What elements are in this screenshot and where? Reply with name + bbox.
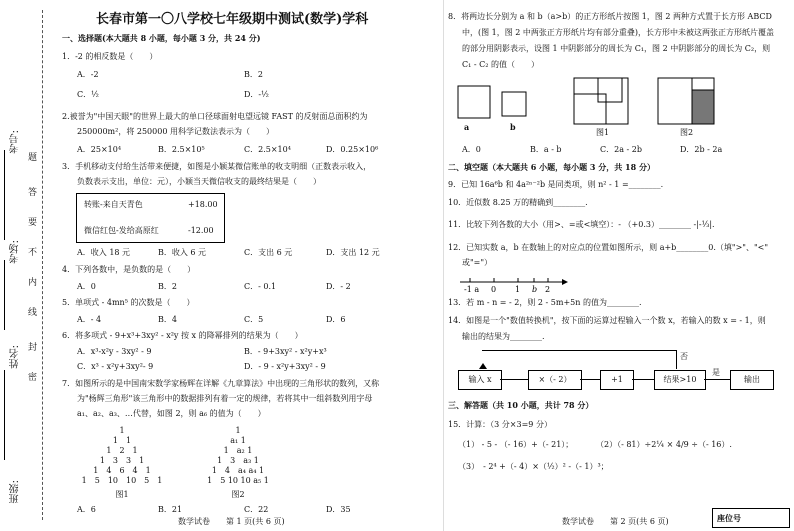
q5-option-a[interactable]: A．- 4 xyxy=(77,315,102,324)
q14-text-line2: 输出的结果为________. xyxy=(462,332,545,341)
q8-text-line3: 的部分用阴影表示，设图 1 中阴影部分的周长为 C₁，图 2 中阴影部分的周长为 C₂，则 xyxy=(462,44,771,53)
q2-option-d[interactable]: D．0.25×10⁶ xyxy=(326,145,379,154)
q1-option-d[interactable]: D．-½ xyxy=(244,90,269,99)
seal-char: 密 xyxy=(28,373,38,383)
triangle-row: 1 5 10 10 a₅ 1 xyxy=(207,476,269,485)
q2-text-line2: 250000m²，将 250000 用科学记数法表示为（ ） xyxy=(77,127,274,136)
square-b xyxy=(502,92,526,116)
seal-char: 不 xyxy=(28,248,38,258)
kaochang-label: 考场: xyxy=(10,240,21,264)
q15-part1: （1） - 5 - （- 16）+（- 21）； xyxy=(458,440,574,449)
flow-arrow xyxy=(500,379,528,380)
fig1-square-b xyxy=(598,78,622,102)
triangle-row: 1 xyxy=(235,426,241,435)
fig2-shaded xyxy=(692,90,714,124)
q8-option-d[interactable]: D．2b - 2a xyxy=(680,145,723,154)
q6-text: 6．将多项式 - 9+x³+3xy² - x²y 按 x 的降幂排列的结果为（ ） xyxy=(62,331,303,340)
label-b: b xyxy=(510,122,516,132)
seat-number-label: 座位号 xyxy=(717,513,741,523)
q7-option-b[interactable]: B．21 xyxy=(158,505,183,514)
q14-text-line1: 14．如图是一个"数值转换机"，按下面的运算过程输入一个数 x，若输入的数 x = - 1，则 xyxy=(448,316,766,325)
triangle-row: 1 4 6 4 1 xyxy=(93,466,151,475)
q1-option-a[interactable]: A．-2 xyxy=(77,70,99,79)
flow-arrow xyxy=(632,379,654,380)
label-1: 1 xyxy=(515,285,521,294)
q1-option-c[interactable]: C．½ xyxy=(77,90,99,99)
q7-text-line1: 7．如图所示的是中国南宋数学家杨辉在详解《九章算法》中出现的三角形状的数列，又称 xyxy=(62,379,380,388)
q13-text: 13．若 m - n = - 2，则 2 - 5m+5n 的值为________. xyxy=(448,298,642,307)
fig1-caption-right: 图1 xyxy=(596,128,610,137)
section-2-heading: 二、填空题（本大题共 6 小题，每小题 3 分，共 18 分） xyxy=(448,162,655,172)
fig2-caption-right: 图2 xyxy=(680,128,694,137)
triangle-row: a₁ 1 xyxy=(230,436,246,445)
q3-option-a[interactable]: A．收入 18 元 xyxy=(77,248,131,257)
triangle-row: 1 1 xyxy=(112,436,132,445)
number-line-arrow xyxy=(562,279,568,285)
q1-text: 1．-2 的相反数是（ ） xyxy=(62,52,158,61)
fig1-rectangle xyxy=(574,78,628,124)
bill-item-2-label: 微信红包-发给高原红 xyxy=(84,226,159,235)
bill-item-1-label: 转账-来自天青色 xyxy=(84,200,143,209)
fig2-square-a xyxy=(658,78,692,124)
yanghui-triangle-fig2 xyxy=(188,426,288,500)
right-footer: 数学试卷 第 2 页(共 6 页) xyxy=(562,517,669,526)
q6-option-c[interactable]: C．x³ - x²y+3xy²- 9 xyxy=(77,362,154,371)
kaohao-field[interactable] xyxy=(4,150,5,240)
q11-text: 11．比较下列各数的大小（用>、=或<填空）：- （+0.3）________ -|-⅓|. xyxy=(448,220,715,229)
section-3-heading: 三、解答题（共 10 小题，共计 78 分） xyxy=(448,400,594,410)
q6-option-d[interactable]: D．- 9 - x²y+3xy² - 9 xyxy=(244,362,326,371)
q12-text-line1: 12．已知实数 a，b 在数轴上的对应点的位置如图所示，则 a+b________0.（填">"、"<" xyxy=(448,243,769,252)
q5-option-c[interactable]: C．5 xyxy=(244,315,264,324)
q8-option-b[interactable]: B．a - b xyxy=(530,145,562,154)
q3-option-b[interactable]: B．收入 6 元 xyxy=(158,248,207,257)
kaochang-field[interactable] xyxy=(4,260,5,330)
number-line xyxy=(458,272,568,294)
binding-line xyxy=(42,10,43,520)
q6-option-a[interactable]: A．x³-x²y - 3xy² - 9 xyxy=(77,347,152,356)
name-field[interactable] xyxy=(4,370,5,460)
left-footer: 数学试卷 第 1 页(共 6 页) xyxy=(178,517,285,526)
q3-text-line2: 负数表示支出，单位：元），小颖当天微信收支的最终结果是（ ） xyxy=(77,177,321,186)
q2-text-line1: 2.被誉为"中国天眼"的世界上最大的单口径球面射电望远镜 FAST 的反射面总面积约为 xyxy=(62,112,368,121)
seal-char: 答 xyxy=(28,188,38,198)
flow-input-box: 输入 x xyxy=(458,370,502,390)
loop-back-line xyxy=(482,350,677,369)
q3-option-d[interactable]: D．支出 12 元 xyxy=(326,248,380,257)
flow-add-box: +1 xyxy=(600,370,634,390)
triangle-row: 1 3 a₃ 1 xyxy=(217,456,259,465)
label-0: 0 xyxy=(491,285,497,294)
triangle-row: 1 5 10 10 5 1 xyxy=(81,476,163,485)
q5-text: 5．单项式 - 4mn⁵ 的次数是（ ） xyxy=(62,298,195,307)
section-1-heading: 一、选择题(本大题共 8 小题，每小题 3 分，共 24 分) xyxy=(62,33,261,43)
seal-char: 线 xyxy=(28,308,38,318)
q8-text-line4: C₁ - C₂ 的值（ ） xyxy=(462,60,539,69)
flow-no-label: 否 xyxy=(680,352,688,361)
q7-option-c[interactable]: C．22 xyxy=(244,505,269,514)
label-b: b xyxy=(532,285,538,294)
q8-text-line2: 中，(图 1，图 2 中两张正方形纸片均有部分重叠)，长方形中未被这两张正方形纸片覆盖 xyxy=(462,28,775,37)
label-2: 2 xyxy=(545,285,551,294)
flow-output-box: 输出 xyxy=(730,370,774,390)
label-a: a xyxy=(464,122,470,132)
triangle-row: 1 xyxy=(119,426,125,435)
class-label: 班级: xyxy=(10,480,21,504)
q12-text-line2: 或"="） xyxy=(462,258,493,267)
q7-option-a[interactable]: A．6 xyxy=(77,505,96,514)
page-title: 长春市第一〇八学校七年级期中测试(数学)学科 xyxy=(96,12,369,27)
q9-text: 9．已知 16a⁶b 和 4a²ⁿ⁻²b 是同类项，则 n² - 1 =________. xyxy=(448,180,664,189)
kaohao-label: 考号: xyxy=(10,130,21,154)
triangle-row: 1 a₂ 1 xyxy=(223,446,253,455)
q5-option-d[interactable]: D．6 xyxy=(326,315,346,324)
label-minus-1-a: -1 a xyxy=(464,285,480,294)
flow-compare-box: 结果>10 xyxy=(654,370,706,390)
yanghui-triangle-fig1 xyxy=(72,426,172,500)
q4-option-d[interactable]: D．- 2 xyxy=(326,282,351,291)
seal-char: 封 xyxy=(28,343,38,353)
q3-text-line1: 3．手机移动支付给生活带来便捷，如图是小颖某微信账单的收支明细（正数表示收入， xyxy=(62,162,372,171)
triangle-row: 1 4 a₄ a₄ 1 xyxy=(211,466,265,475)
q4-option-b[interactable]: B．2 xyxy=(158,282,177,291)
triangle-row: 1 2 1 xyxy=(106,446,138,455)
q10-text: 10．近似数 8.25 万的精确到________. xyxy=(448,198,588,207)
q5-option-b[interactable]: B．4 xyxy=(158,315,177,324)
name-label: 姓名: xyxy=(10,345,21,369)
seal-char: 要 xyxy=(28,218,38,228)
q4-text: 4．下列各数中，是负数的是（ ） xyxy=(62,265,196,274)
q15-part3: （3） - 2⁴ +（- 4）×（½）² -（- 1）³； xyxy=(458,462,609,471)
q7-option-d[interactable]: D．35 xyxy=(326,505,351,514)
flow-multiply-box: ×（- 2） xyxy=(528,370,582,390)
q15-text: 15．计算：（3 分×3=9 分） xyxy=(448,420,552,429)
flow-yes-label: 是 xyxy=(712,368,720,377)
square-a xyxy=(458,86,490,118)
fig1-caption: 图1 xyxy=(115,490,129,499)
q15-part2: （2）（- 81）÷2¼ × 4/9 ÷（- 16）. xyxy=(596,440,732,449)
seal-char: 内 xyxy=(28,278,38,288)
bill-item-2-value: -12.00 xyxy=(188,226,214,235)
triangle-row: 1 3 3 1 xyxy=(99,456,145,465)
q1-option-b[interactable]: B．2 xyxy=(244,70,263,79)
seat-number-box[interactable] xyxy=(712,508,790,528)
q8-text-line1: 8．将两边长分别为 a 和 b（a>b）的正方形纸片按图 1，图 2 两种方式置于长方形 ABCD xyxy=(448,12,772,21)
q8-option-a[interactable]: A．0 xyxy=(462,145,481,154)
q2-option-a[interactable]: A．25×10⁴ xyxy=(77,145,122,154)
q4-option-a[interactable]: A．0 xyxy=(77,282,96,291)
bill-item-1-value: +18.00 xyxy=(188,200,218,209)
q4-option-c[interactable]: C．- 0.1 xyxy=(244,282,277,291)
q2-option-c[interactable]: C．2.5×10⁴ xyxy=(244,145,291,154)
q7-text-line2: 为"杨辉三角形"该三角形中的数据排列有着一定的规律，若将其中一组斜数列用字母 xyxy=(77,394,373,403)
q3-option-c[interactable]: C．支出 6 元 xyxy=(244,248,293,257)
page-divider xyxy=(443,0,444,531)
seal-char: 题 xyxy=(28,153,38,163)
q8-option-c[interactable]: C．2a - 2b xyxy=(600,145,642,154)
flow-arrow xyxy=(704,379,730,380)
q2-option-b[interactable]: B．2.5×10⁵ xyxy=(158,145,205,154)
fig2-caption: 图2 xyxy=(231,490,245,499)
fig1-square-a xyxy=(574,94,606,124)
loop-arrow xyxy=(479,363,487,369)
flow-arrow xyxy=(580,379,600,380)
q7-text-line3: a₁、a₂、a₃、…代替，如图 2，则 a₆ 的值为（ ） xyxy=(77,409,266,418)
q6-option-b[interactable]: B．- 9+3xy² - x²y+x³ xyxy=(244,347,327,356)
